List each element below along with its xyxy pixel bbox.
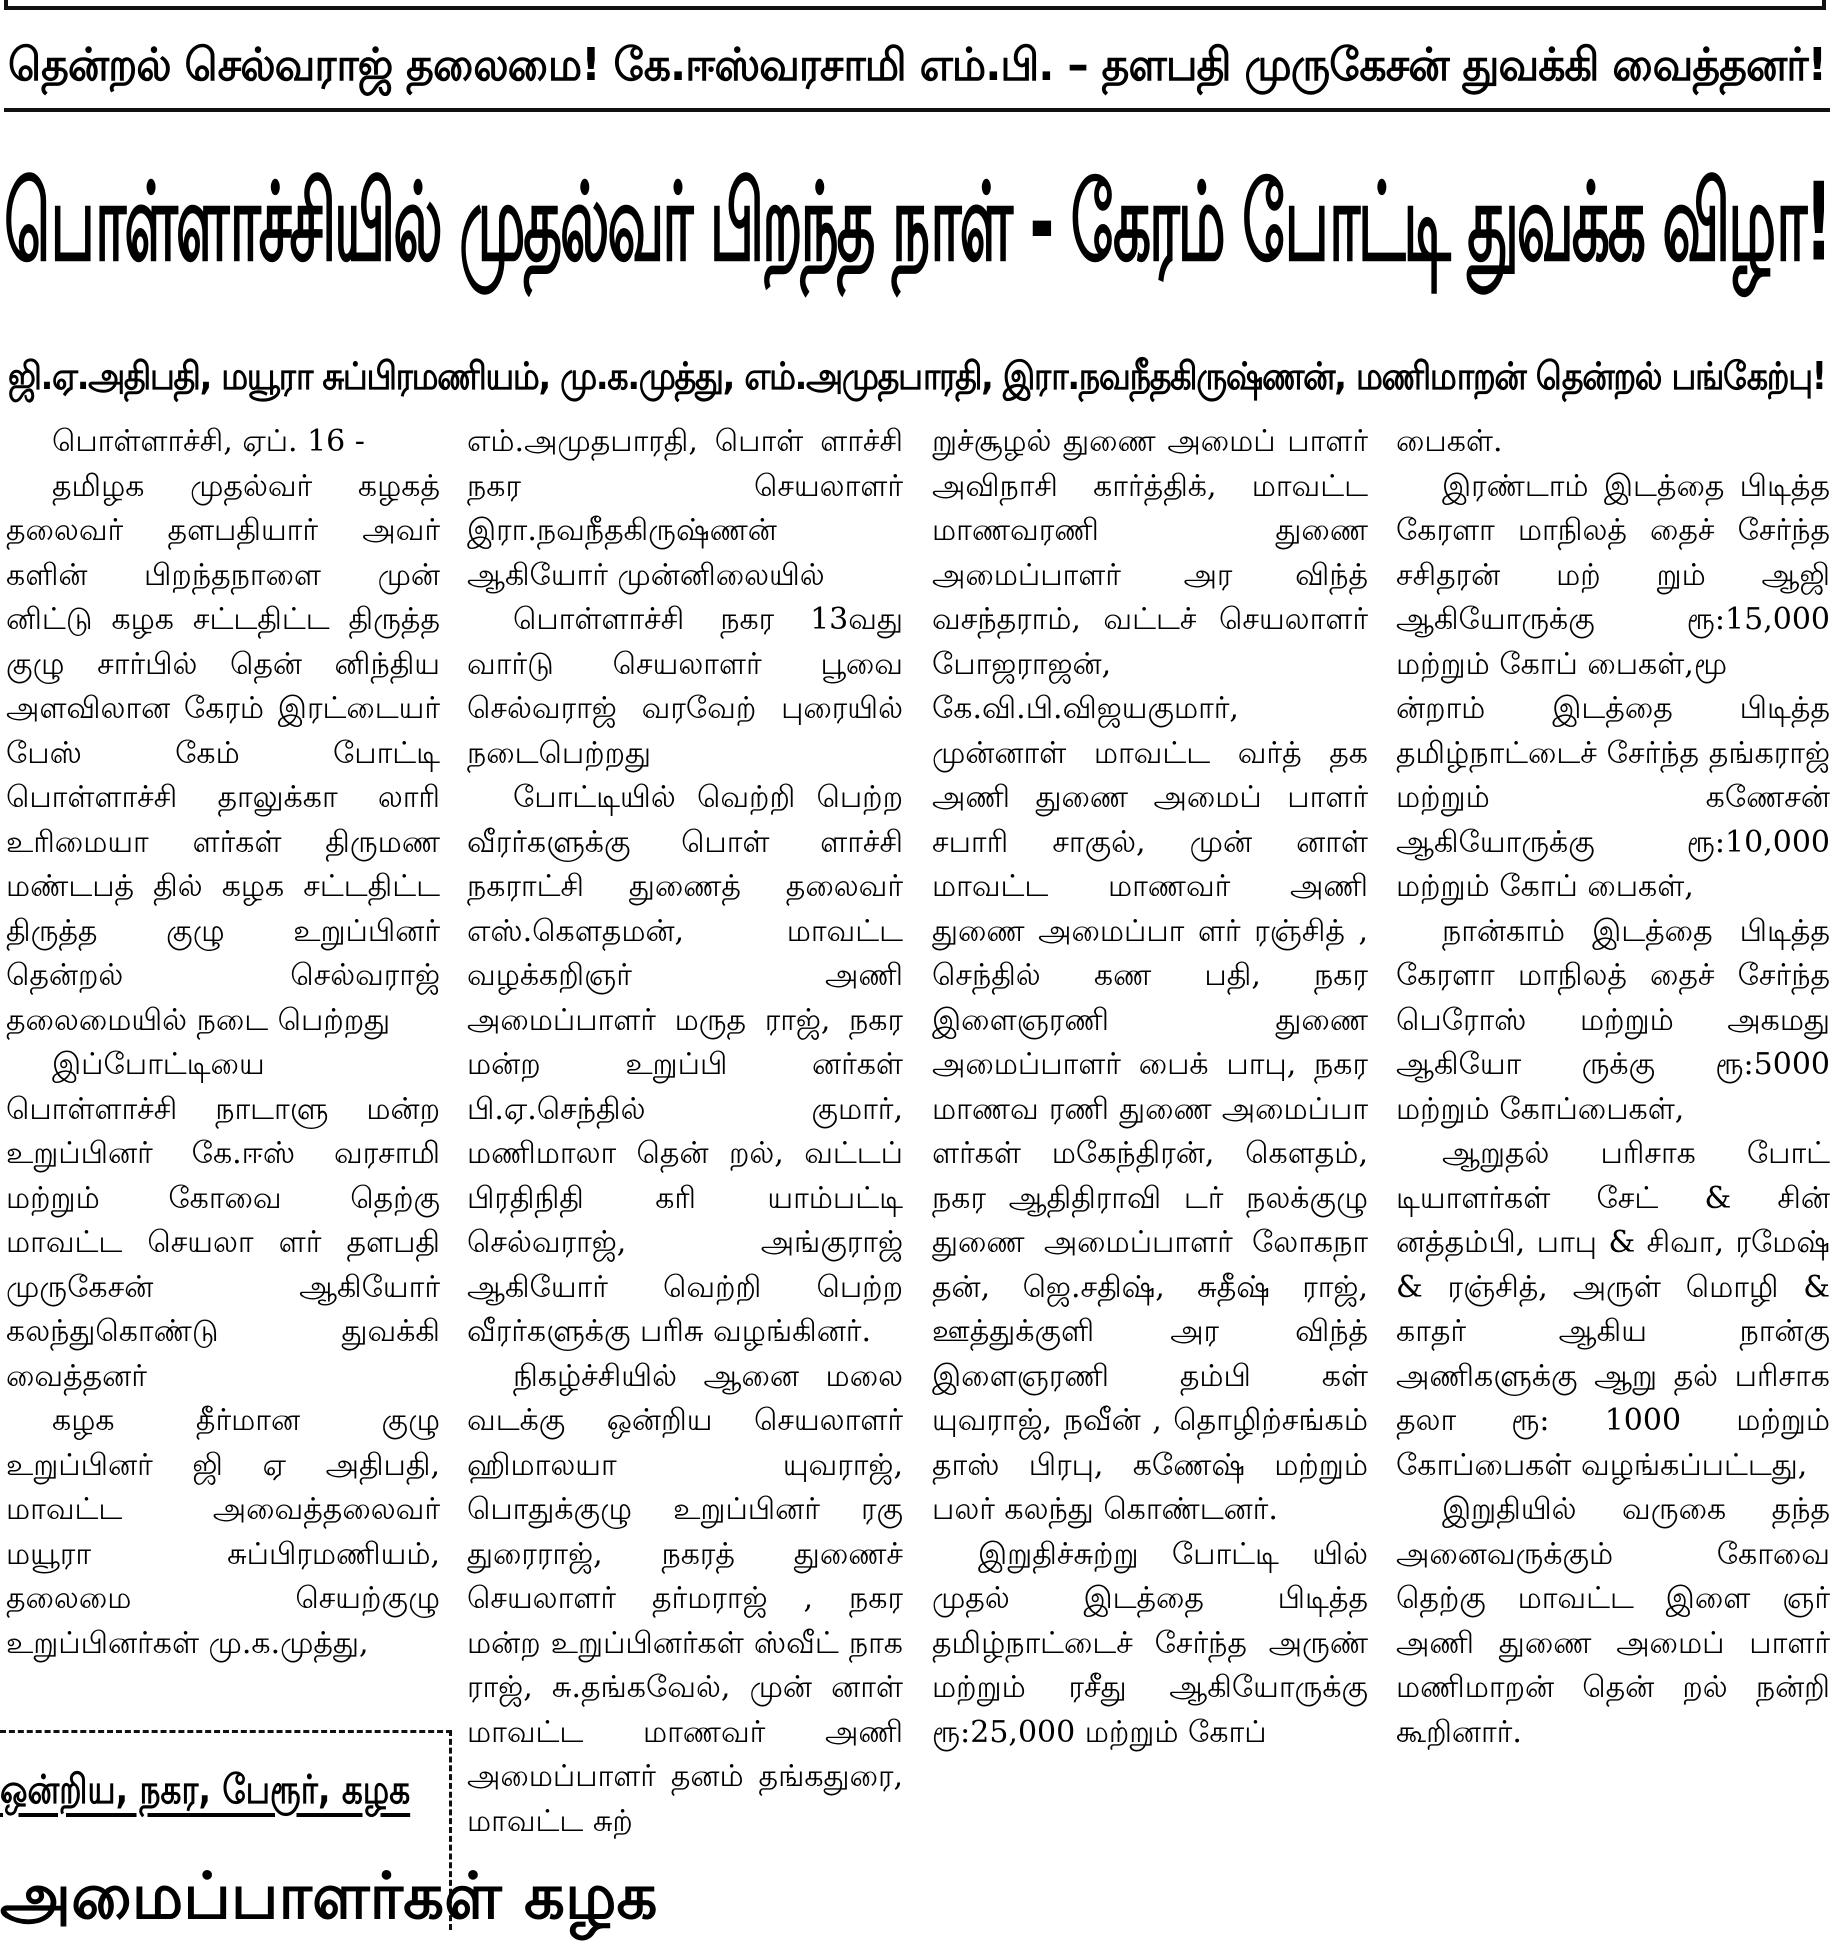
paragraph: ஆறுதல் பரிசாக போட் டியாளர்கள் சேட் & சின் னத்தம்பி, பாபு & சிவா, ரமேஷ் & ரஞ்சித், அருள் மொழி & காதர் ஆகிய நான்கு அணிகளுக்கு ஆறு தல் பரிசாக தலா ரூ: 1000 மற்றும் கோப்பைகள் வழங்கப்பட்டது, [1396, 1136, 1830, 1483]
kicker-divider [4, 108, 1830, 112]
paragraph: இரண்டாம் இடத்தை பிடித்த கேரளா மாநிலத் தைச் சேர்ந்த சசிதரன் மற் றும் ஆஜி ஆகியோருக்கு ரூ:15,000 மற்றும் கோப் பைகள்,மூ [1396, 468, 1830, 682]
article-column-4 [1396, 420, 1830, 1914]
article-column-1 [6, 420, 440, 1661]
article-column-3 [932, 420, 1368, 1914]
boxed-article-label: ஒன்றிய, நகர, பேரூர், கழக [0, 1767, 411, 1813]
paragraph: இப்போட்டியை பொள்ளாச்சி நாடாளு மன்ற உறுப்பினர் கே.ஈஸ் வரசாமி மற்றும் கோவை தெற்கு மாவட்ட செயலா ளர் தளபதி முருகேசன் ஆகியோர் கலந்துகொண்டு துவக்கி வைத்தனர் [6, 1047, 440, 1394]
paragraph: தமிழக முதல்வர் கழகத் தலைவர் தளபதியார் அவர் களின் பிறந்தநாளை முன் னிட்டு கழக சட்டதிட்ட திருத்த குழு சார்பில் தென் னிந்திய அளவிலான கேரம் இரட்டையர் பேஸ் கேம் போட்டி பொள்ளாச்சி தாலுக்கா லாரி உரிமையா ளர்கள் திருமண மண்டபத் தில் கழக சட்டதிட்ட திருத்த குழு உறுப்பினர் தென்றல் செல்வராஜ் தலைமையில் நடை பெற்றது [6, 468, 440, 1038]
paragraph: பைகள். [1396, 424, 1503, 459]
paragraph: போட்டியில் வெற்றி பெற்ற வீரர்களுக்கு பொள் ளாச்சி நகராட்சி துணைத் தலைவர் எஸ்.கௌதமன், மாவட்ட வழக்கறிஞர் அணி அமைப்பாளர் மருத ராஜ், நகர மன்ற உறுப்பி னர்கள் பி.ஏ.செந்தில் குமார், மணிமாலா தென் றல், வட்டப் பிரதிநிதி கரி யாம்பட்டி செல்வராஜ், அங்குராஜ் ஆகியோர் வெற்றி பெற்ற வீரர்களுக்கு பரிசு வழங்கினர். [467, 780, 903, 1349]
paragraph: கழக தீர்மான குழு உறுப்பினர் ஜி ஏ அதிபதி, மாவட்ட அவைத்தலைவர் மயூரா சுப்பிரமணியம், தலைமை செயற்குழு உறுப்பினர்கள் மு.க.முத்து, [6, 1403, 440, 1661]
dateline: பொள்ளாச்சி, ஏப். 16 - [52, 424, 365, 459]
article-column-2 [467, 420, 903, 1914]
paragraph: றுச்சூழல் துணை அமைப் பாளர் அவிநாசி கார்த்திக், மாவட்ட மாணவரணி துணை அமைப்பாளர் அர விந்த் வசந்தராம், வட்டச் செயலாளர் போஜராஜன், கே.வி.பி.விஜயகுமார், முன்னாள் மாவட்ட வர்த் தக அணி துணை அமைப் பாளர் சபாரி சாகுல், முன் னாள் மாவட்ட மாணவர் அணி துணை அமைப்பா ளர் ரஞ்சித் , செந்தில் கண பதி, நகர இளைஞரணி துணை அமைப்பாளர் பைக் பாபு, நகர மாணவ ரணி துணை அமைப்பா ளர்கள் மகேந்திரன், கௌதம், நகர ஆதிதிராவி டர் நலக்குழு துணை அமைப்பாளர் லோகநா தன், ஜெ.சதிஷ், சுதீஷ் ராஜ், ஊத்துக்குளி அர விந்த் இளைஞரணி தம்பி கள் யுவராஜ், நவீன் , தொழிற்சங்கம் தாஸ் பிரபு, கணேஷ் மற்றும் பலர் கலந்து கொண்டனர். [932, 424, 1368, 1527]
top-frame [4, 0, 1826, 10]
kicker-headline: தென்றல் செல்வராஜ் தலைமை! கே.ஈஸ்வரசாமி எம்.பி. – தளபதி முருகேசன் துவக்கி வைத்தனர்! [8, 38, 1827, 91]
sub-headline: ஜி.ஏ.அதிபதி, மயூரா சுப்பிரமணியம், மு.க.முத்து, எம்.அமுதபாரதி, இரா.நவநீதகிருஷ்ணன், மணிமாறன் தென்றல் பங்கேற்பு! [8, 354, 1826, 398]
paragraph: இறுதியில் வருகை தந்த அனைவருக்கும் கோவை தெற்கு மாவட்ட இளை ஞர் அணி துணை அமைப் பாளர் மணிமாறன் தென் றல் நன்றி கூறினார். [1396, 1492, 1830, 1750]
paragraph: பொள்ளாச்சி நகர 13வது வார்டு செயலாளர் பூவை செல்வராஜ் வரவேற் புரையில் நடைபெற்றது [467, 602, 903, 771]
boxed-article-headline: அமைப்பாளர்கள் கழக [0, 1860, 658, 1934]
paragraph: நிகழ்ச்சியில் ஆனை மலை வடக்கு ஒன்றிய செயலாளர் ஹிமாலயா யுவராஜ், பொதுக்குழு உறுப்பினர் ரகு துரைராஜ், நகரத் துணைச் செயலாளர் தர்மராஜ் , நகர மன்ற உறுப்பினர்கள் ஸ்வீட் நாக ராஜ், சு.தங்கவேல், முன் னாள் மாவட்ட மாணவர் அணி அமைப்பாளர் தனம் தங்கதுரை, மாவட்ட சுற் [467, 1358, 903, 1839]
paragraph: எம்.அமுதபாரதி, பொள் ளாச்சி நகர செயலாளர் இரா.நவநீதகிருஷ்ணன் ஆகியோர் முன்னிலையில் [467, 424, 903, 593]
paragraph: நான்காம் இடத்தை பிடித்த கேரளா மாநிலத் தைச் சேர்ந்த பெரோஸ் மற்றும் அகமது ஆகியோ ருக்கு ரூ:5000 மற்றும் கோப்பைகள், [1396, 913, 1830, 1127]
paragraph: ன்றாம் இடத்தை பிடித்த தமிழ்நாட்டைச் சேர்ந்த தங்கராஜ் மற்றும் கணேசன் ஆகியோருக்கு ரூ:10,000 மற்றும் கோப் பைகள், [1396, 691, 1830, 904]
paragraph: இறுதிச்சுற்று போட்டி யில் முதல் இடத்தை பிடித்த தமிழ்நாட்டைச் சேர்ந்த அருண் மற்றும் ரசீது ஆகியோருக்கு ரூ:25,000 மற்றும் கோப் [932, 1536, 1368, 1750]
main-headline: பொள்ளாச்சியில் முதல்வர் பிறந்த நாள் - கேரம் போட்டி துவக்க விழா! [4, 159, 1831, 286]
